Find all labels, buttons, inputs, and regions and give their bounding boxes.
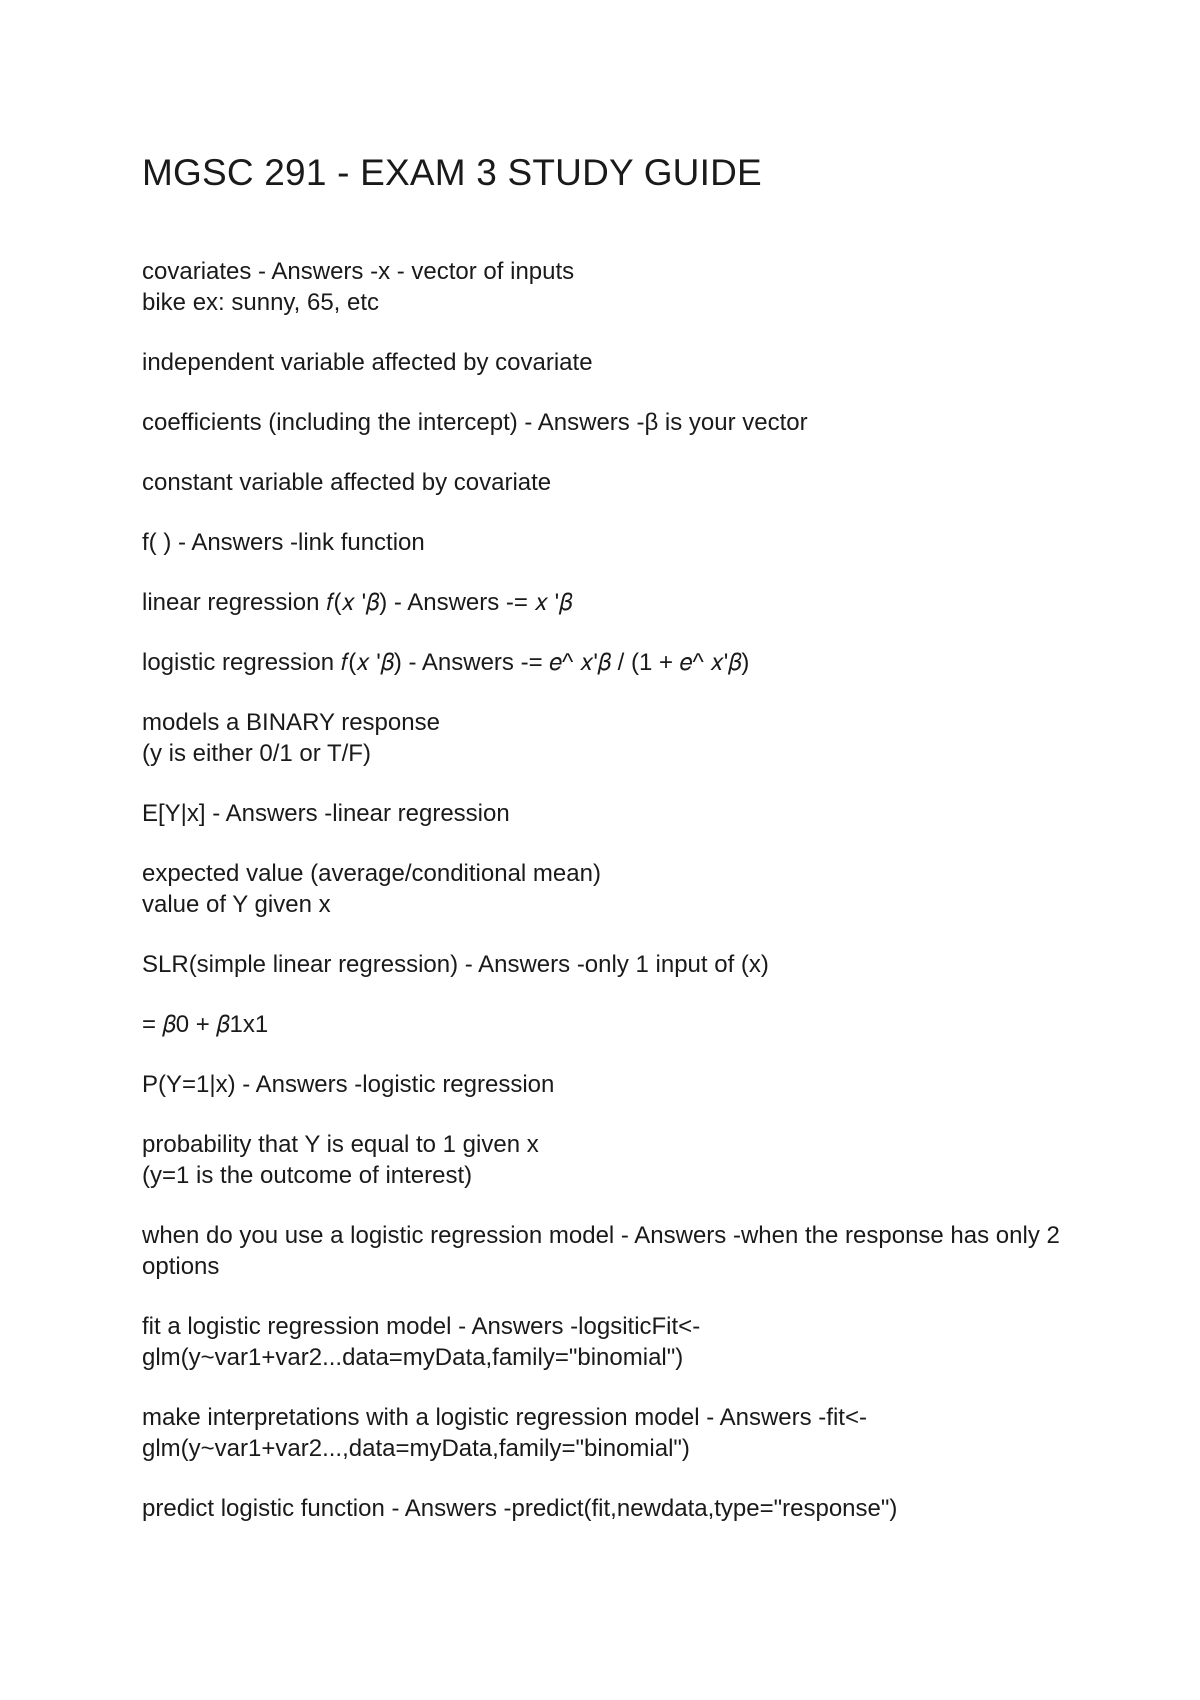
entry-line: (y is either 0/1 or T/F) xyxy=(142,740,371,767)
study-entry xyxy=(142,527,1072,558)
study-entry xyxy=(142,407,1072,438)
entry-line: glm(y~var1+var2...data=myData,family="binomial") xyxy=(142,1344,684,1371)
entry-line: probability that Y is equal to 1 given x xyxy=(142,1131,539,1158)
entry-line: E[Y|x] - Answers -linear regression xyxy=(142,800,510,827)
entry-line: models a BINARY response xyxy=(142,709,440,736)
study-entry xyxy=(142,798,1072,829)
entry-line: P(Y=1|x) - Answers -logistic regression xyxy=(142,1071,555,1098)
entry-line: when do you use a logistic regression model - Answers -when the response has only 2 xyxy=(142,1222,1060,1249)
entry-line: coefficients (including the intercept) - Answers -β is your vector xyxy=(142,409,808,436)
study-entry xyxy=(142,1311,1072,1373)
study-guide-entries xyxy=(142,256,1072,1553)
study-entry xyxy=(142,1220,1072,1282)
study-entry xyxy=(142,467,1072,498)
entry-line: covariates - Answers -x - vector of inputs xyxy=(142,258,575,285)
entry-line: options xyxy=(142,1253,220,1280)
study-entry xyxy=(142,1129,1072,1191)
entry-line: fit a logistic regression model - Answers -logsiticFit<- xyxy=(142,1313,701,1340)
study-entry xyxy=(142,949,1072,980)
entry-line: = 𝛽0 + 𝛽1x1 xyxy=(142,1011,269,1038)
entry-line: logistic regression 𝑓(𝑥 '𝛽) - Answers -= 𝑒^ 𝑥'𝛽 / (1 + 𝑒^ 𝑥'𝛽) xyxy=(142,649,750,676)
study-entry xyxy=(142,858,1072,920)
study-entry xyxy=(142,1493,1072,1524)
entry-line: expected value (average/conditional mean) xyxy=(142,860,601,887)
entry-line: (y=1 is the outcome of interest) xyxy=(142,1162,473,1189)
entry-line: linear regression 𝑓(𝑥 '𝛽) - Answers -= 𝑥 '𝛽 xyxy=(142,589,573,616)
study-entry xyxy=(142,1009,1072,1040)
study-entry xyxy=(142,256,1072,318)
entry-line: constant variable affected by covariate xyxy=(142,469,552,496)
entry-line: independent variable affected by covariate xyxy=(142,349,593,376)
entry-line: f( ) - Answers -link function xyxy=(142,529,425,556)
study-entry xyxy=(142,707,1072,769)
study-entry xyxy=(142,1069,1072,1100)
entry-line: glm(y~var1+var2...,data=myData,family="binomial") xyxy=(142,1435,690,1462)
study-entry xyxy=(142,347,1072,378)
entry-line: predict logistic function - Answers -predict(fit,newdata,type="response") xyxy=(142,1495,898,1522)
study-entry xyxy=(142,647,1072,678)
page-title: MGSC 291 - EXAM 3 STUDY GUIDE xyxy=(142,152,762,193)
study-entry xyxy=(142,1402,1072,1464)
study-entry xyxy=(142,587,1072,618)
entry-line: bike ex: sunny, 65, etc xyxy=(142,289,380,316)
entry-line: SLR(simple linear regression) - Answers -only 1 input of (x) xyxy=(142,951,769,978)
entry-line: value of Y given x xyxy=(142,891,331,918)
entry-line: make interpretations with a logistic regression model - Answers -fit<- xyxy=(142,1404,867,1431)
